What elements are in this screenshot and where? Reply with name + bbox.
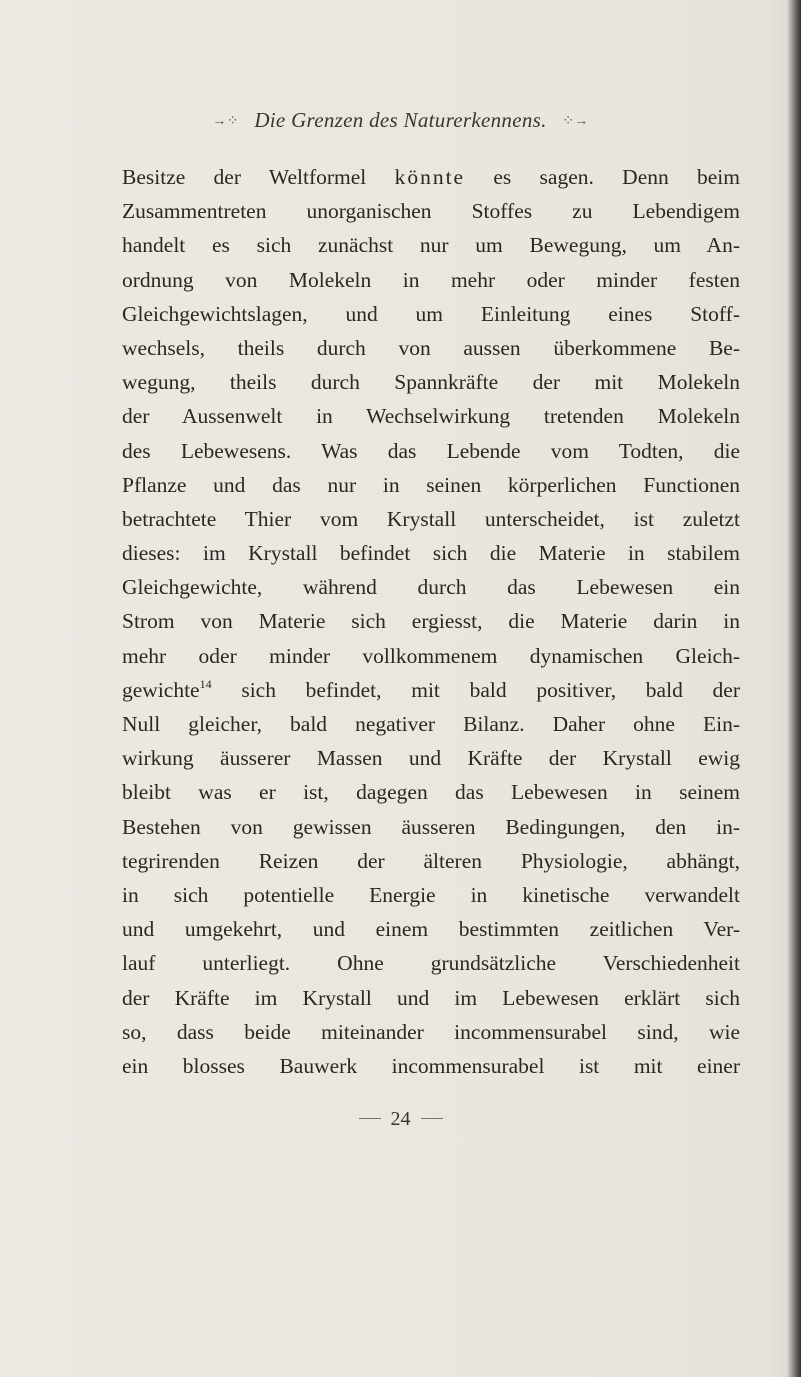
text-line: Strom von Materie sich ergiesst, die Materie darin in <box>122 609 740 634</box>
text-line: Bestehen von gewissen äusseren Bedingungen, den in- <box>122 814 740 839</box>
text-line: betrachtete Thier vom Krystall unterscheidet, ist zuletzt <box>122 506 740 531</box>
emphasized-word: könnte <box>394 165 466 189</box>
text-line: Besitze der Weltformel könnte es sagen. Denn beim <box>122 165 741 189</box>
text-line: der Kräfte im Krystall und im Lebewesen erklärt sich <box>122 985 740 1010</box>
running-header-title: Die Grenzen des Naturerkennens. <box>254 108 547 132</box>
text-line: Zusammentreten unorganischen Stoffes zu Lebendigem <box>122 199 740 224</box>
folio-dash-right <box>421 1118 443 1119</box>
page-number: 24 <box>390 1108 411 1130</box>
folio-dash-left <box>359 1118 381 1119</box>
text-line: so, dass beide miteinander incommensurabel sind, wie <box>122 1019 740 1044</box>
text-line: ein blosses Bauwerk incommensurabel ist mit einer <box>122 1053 740 1078</box>
header-ornament-left: →⁘ <box>212 114 239 129</box>
text-line: in sich potentielle Energie in kinetische verwandelt <box>122 882 740 907</box>
text-line: der Aussenwelt in Wechselwirkung tretenden Molekeln <box>122 404 740 429</box>
text-line: Pflanze und das nur in seinen körperlichen Functionen <box>122 472 740 497</box>
text-line: tegrirenden Reizen der älteren Physiologie, abhängt, <box>122 848 740 873</box>
text-line: bleibt was er ist, dagegen das Lebewesen in seinem <box>122 780 740 805</box>
text-line: und umgekehrt, und einem bestimmten zeitlichen Ver- <box>122 917 740 942</box>
text-line: Null gleicher, bald negativer Bilanz. Daher ohne Ein- <box>122 712 740 736</box>
text-line: gewichte$^{14}$ sich befindet, mit bald positiver, bald der <box>122 676 740 702</box>
running-header <box>0 108 801 133</box>
text-line: handelt es sich zunächst nur um Bewegung, um An- <box>122 233 740 258</box>
text-line: ordnung von Molekeln in mehr oder minder festen <box>122 267 740 292</box>
header-ornament-right: ⁘→ <box>562 114 589 129</box>
text-line: wegung, theils durch Spannkräfte der mit Molekeln <box>122 370 740 395</box>
text-line: wechsels, theils durch von aussen überkommene Be- <box>122 335 740 360</box>
text-line: Gleichgewichte, während durch das Lebewesen ein <box>122 575 740 600</box>
text-line: lauf unterliegt. Ohne grundsätzliche Verschiedenheit <box>122 951 740 976</box>
page-number-folio <box>0 1108 801 1131</box>
body-paragraph <box>122 160 740 1083</box>
text-line: Gleichgewichtslagen, und um Einleitung eines Stoff- <box>122 301 740 326</box>
text-line: des Lebewesens. Was das Lebende vom Todten, die <box>122 438 740 463</box>
footnote-marker: 14 <box>199 676 212 691</box>
text-line: mehr oder minder vollkommenem dynamischen Gleich- <box>122 643 740 668</box>
text-line: dieses: im Krystall befindet sich die Materie in stabilem <box>122 541 740 566</box>
text-line: wirkung äusserer Massen und Kräfte der Krystall ewig <box>122 746 740 771</box>
page-edge-shadow <box>787 0 801 1377</box>
